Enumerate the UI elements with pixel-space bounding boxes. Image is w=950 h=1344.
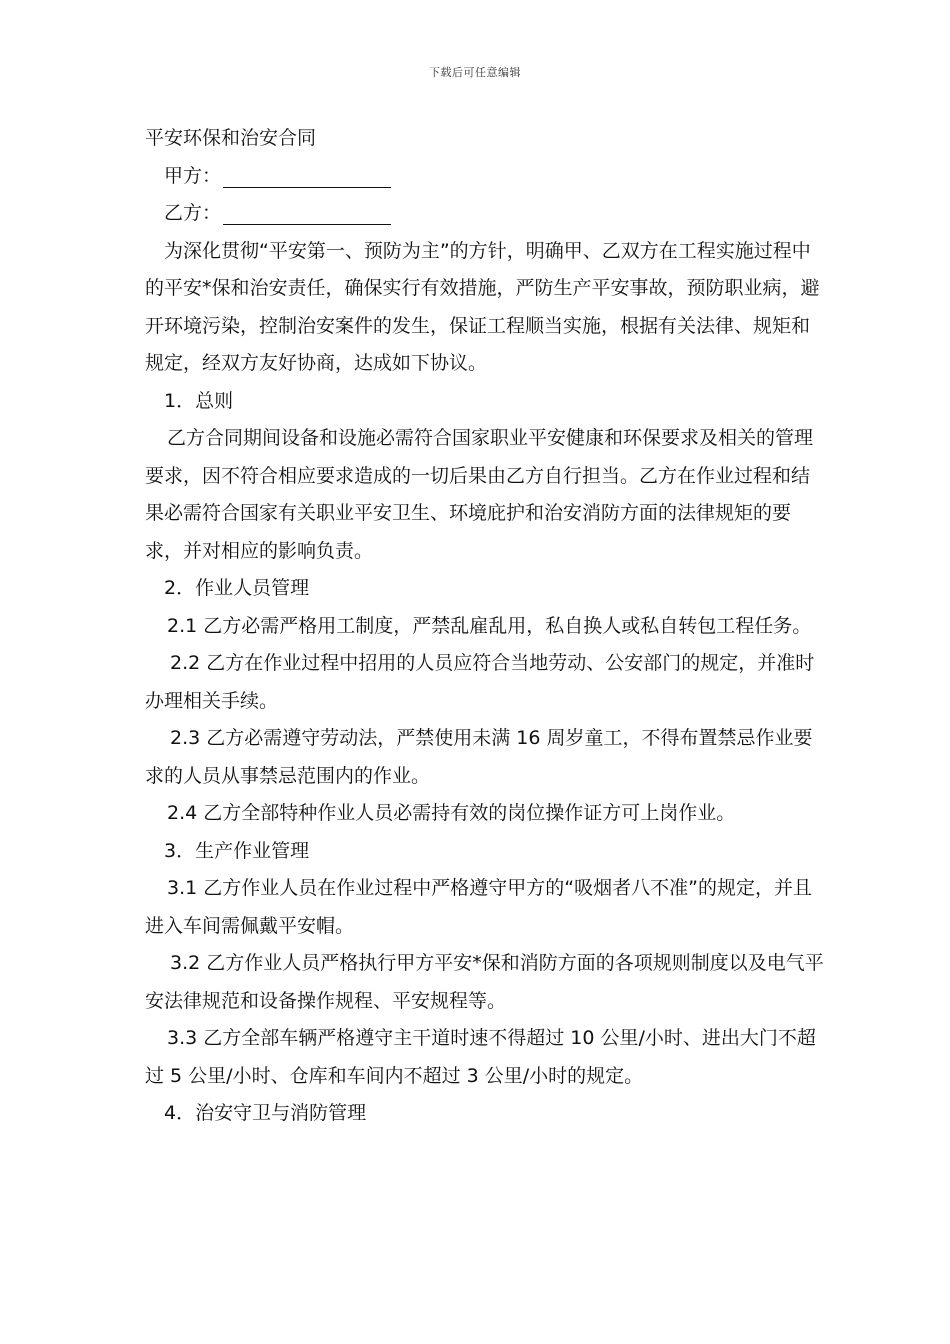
clause-2-3: 2.3 乙方必需遵守劳动法，严禁使用未满 16 周岁童工，不得布置禁忌作业要求的人员从事禁忌范围内的作业。 xyxy=(145,727,813,787)
party-a-label: 甲方： xyxy=(164,164,222,187)
clause-2-4: 2.4 乙方全部特种作业人员必需持有效的岗位操作证方可上岗作业。 xyxy=(167,802,736,824)
section-3-heading: 3．生产作业管理 xyxy=(164,839,310,862)
party-b-blank xyxy=(223,202,391,225)
page-header-note: 下载后可任意编辑 xyxy=(429,66,521,79)
clause-3-2: 3.2 乙方作业人员严格执行甲方平安*保和消防方面的各项规则制度以及电气平安法律规范和设备操作规程、平安规程等。 xyxy=(145,952,824,1012)
party-b-label: 乙方： xyxy=(164,202,222,224)
document-title: 平安环保和治安合同 xyxy=(145,127,317,149)
clause-2-2: 2.2 乙方在作业过程中招用的人员应符合当地劳动、公安部门的规定，并准时办理相关手续。 xyxy=(145,652,815,712)
intro-paragraph: 为深化贯彻“平安第一、预防为主”的方针，明确甲、乙双方在工程实施过程中的平安*保和治安责任，确保实行有效措施，严防生产平安事故，预防职业病，避开环境污染，控制治安案件的发生，保证工程顺当实施，根据有关法律、规矩和规定，经双方友好协商，达成如下协议。 xyxy=(145,239,820,374)
section-1-heading: 1．总则 xyxy=(164,389,234,412)
section-4-heading: 4．治安守卫与消防管理 xyxy=(164,1102,367,1124)
clause-3-1: 3.1 乙方作业人员在作业过程中严格遵守甲方的“吸烟者八不准”的规定，并且进入车间需佩戴平安帽。 xyxy=(145,877,812,937)
clause-3-3: 3.3 乙方全部车辆严格遵守主干道时速不得超过 10 公里/小时、进出大门不超过 5 公里/小时、仓库和车间内不超过 3 公里/小时的规定。 xyxy=(145,1027,816,1087)
party-b-line xyxy=(145,195,825,233)
clause-2-1: 2.1 乙方必需严格用工制度，严禁乱雇乱用，私自换人或私自转包工程任务。 xyxy=(167,614,812,637)
document-body xyxy=(145,120,825,1133)
section-2-heading: 2．作业人员管理 xyxy=(164,577,310,599)
party-a-blank xyxy=(223,165,391,188)
section-1-paragraph: 乙方合同期间设备和设施必需符合国家职业平安健康和环保要求及相关的管理要求，因不符合相应要求造成的一切后果由乙方自行担当。乙方在作业过程和结果必需符合国家有关职业平安卫生、环境庇护和治安消防方面的法律规矩的要求，并对相应的影响负责。 xyxy=(145,427,814,562)
party-a-line xyxy=(145,158,825,196)
